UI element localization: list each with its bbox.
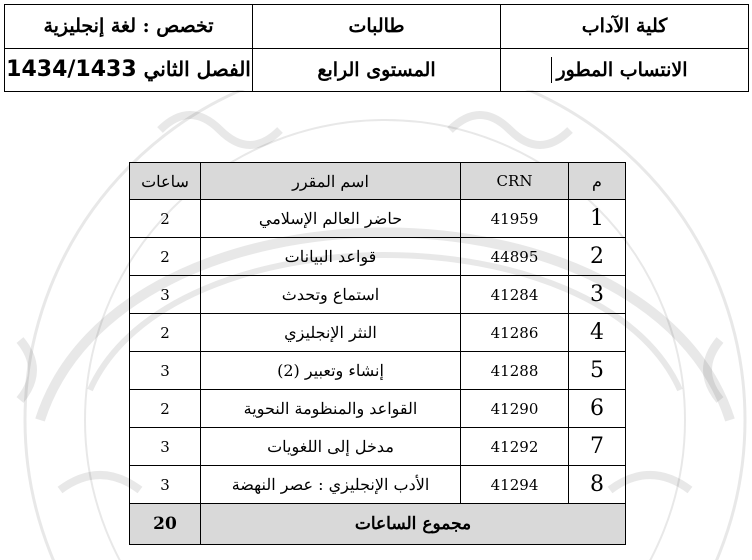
program-cell	[501, 48, 749, 92]
table-row	[130, 276, 626, 314]
table-row	[130, 390, 626, 428]
row-course: مدخل إلى اللغويات	[201, 428, 461, 466]
row-course: إنشاء وتعبير (2)	[201, 352, 461, 390]
row-course: قواعد البيانات	[201, 238, 461, 276]
row-course: حاضر العالم الإسلامي	[201, 200, 461, 238]
row-num: 8	[569, 466, 626, 504]
total-hours: 20	[130, 504, 201, 545]
row-crn: 41294	[461, 466, 569, 504]
table-row	[130, 466, 626, 504]
row-course: النثر الإنجليزي	[201, 314, 461, 352]
col-header-num: م	[569, 163, 626, 200]
header-row-2	[5, 48, 749, 92]
header-info-table	[4, 4, 749, 92]
row-hours: 3	[130, 352, 201, 390]
row-hours: 2	[130, 390, 201, 428]
row-hours: 3	[130, 276, 201, 314]
row-hours: 2	[130, 200, 201, 238]
row-hours: 3	[130, 466, 201, 504]
major: تخصص : لغة إنجليزية	[5, 5, 253, 49]
student-gender: طالبات	[253, 5, 501, 49]
row-num: 3	[569, 276, 626, 314]
semester-label: الفصل الثاني	[143, 57, 251, 82]
col-header-course: اسم المقرر	[201, 163, 461, 200]
row-course: الأدب الإنجليزي : عصر النهضة	[201, 466, 461, 504]
table-header-row	[130, 163, 626, 200]
academic-year: 1434/1433	[6, 57, 137, 83]
level: المستوى الرابع	[253, 48, 501, 92]
row-num: 5	[569, 352, 626, 390]
row-hours: 3	[130, 428, 201, 466]
col-header-hours: ساعات	[130, 163, 201, 200]
row-crn: 41288	[461, 352, 569, 390]
row-course: القواعد والمنظومة النحوية	[201, 390, 461, 428]
col-header-crn: CRN	[461, 163, 569, 200]
total-row	[130, 504, 626, 545]
courses-table	[129, 162, 626, 545]
header-row-1	[5, 5, 749, 49]
row-crn: 41290	[461, 390, 569, 428]
row-hours: 2	[130, 238, 201, 276]
total-label: مجموع الساعات	[201, 504, 626, 545]
table-row	[130, 352, 626, 390]
row-crn: 41292	[461, 428, 569, 466]
row-crn: 41959	[461, 200, 569, 238]
table-row	[130, 314, 626, 352]
row-crn: 44895	[461, 238, 569, 276]
row-crn: 41284	[461, 276, 569, 314]
table-row	[130, 238, 626, 276]
row-num: 4	[569, 314, 626, 352]
row-crn: 41286	[461, 314, 569, 352]
row-num: 2	[569, 238, 626, 276]
row-hours: 2	[130, 314, 201, 352]
program-name: الانتساب المطور	[551, 57, 693, 83]
row-course: استماع وتحدث	[201, 276, 461, 314]
table-row	[130, 428, 626, 466]
semester-cell	[5, 48, 253, 92]
college-name: كلية الآداب	[501, 5, 749, 49]
table-row	[130, 200, 626, 238]
row-num: 6	[569, 390, 626, 428]
row-num: 1	[569, 200, 626, 238]
row-num: 7	[569, 428, 626, 466]
